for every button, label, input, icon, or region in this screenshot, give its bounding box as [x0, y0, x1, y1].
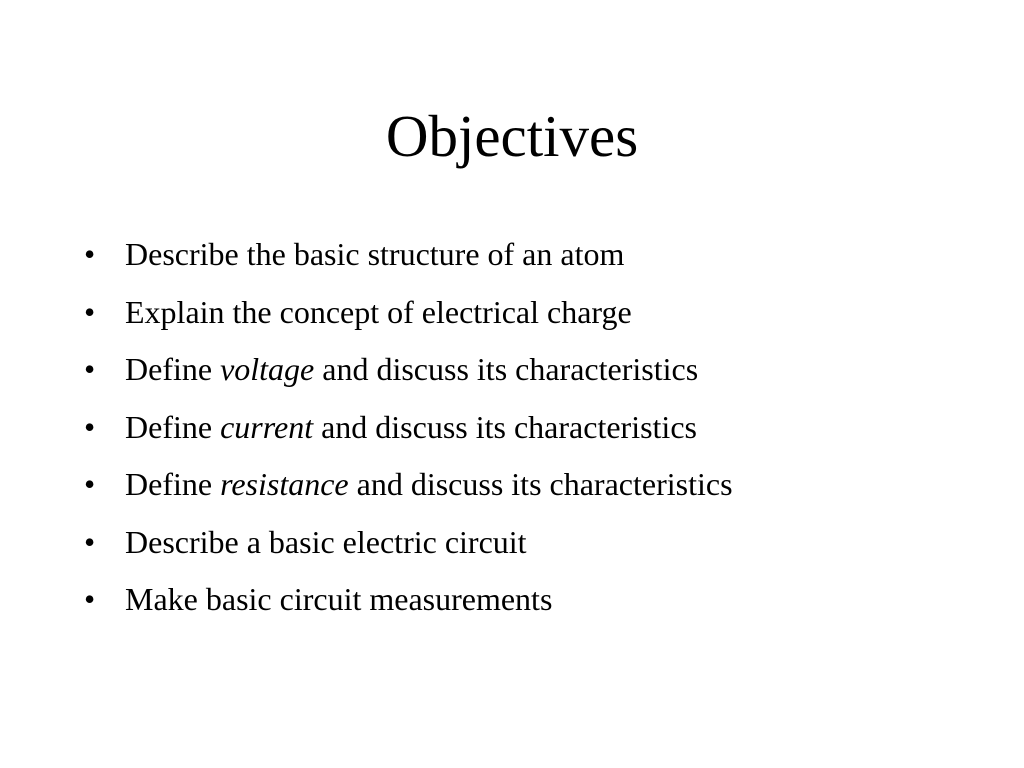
list-item: [84, 228, 984, 286]
list-item: [84, 343, 984, 401]
bullet-icon: •: [84, 408, 96, 445]
emphasized-term: resistance: [220, 466, 349, 502]
bullet-text: Explain the concept of electrical charge: [125, 293, 632, 330]
bullet-text: Make basic circuit measurements: [125, 581, 553, 617]
bullet-text: Define resistance and discuss its characteristics: [125, 466, 733, 502]
emphasized-term: current: [220, 408, 314, 445]
list-item: [84, 458, 984, 516]
bullet-icon: •: [84, 351, 96, 387]
slide-title: Objectives: [385, 103, 639, 169]
bullet-icon: •: [84, 236, 96, 272]
list-item: [84, 401, 984, 459]
bullet-text: Describe a basic electric circuit: [125, 523, 527, 560]
bullet-text: Define voltage and discuss its characteristics: [125, 351, 699, 387]
objectives-list: [84, 228, 984, 631]
emphasized-term: voltage: [220, 351, 315, 387]
list-item: [84, 286, 984, 344]
bullet-icon: •: [84, 466, 96, 502]
bullet-icon: •: [84, 523, 96, 560]
bullet-icon: •: [84, 581, 96, 617]
bullet-text: Describe the basic structure of an atom: [125, 236, 625, 272]
bullet-icon: •: [84, 293, 96, 330]
bullet-text: Define current and discuss its characteristics: [125, 408, 697, 445]
list-item: [84, 516, 984, 574]
list-item: [84, 573, 984, 631]
